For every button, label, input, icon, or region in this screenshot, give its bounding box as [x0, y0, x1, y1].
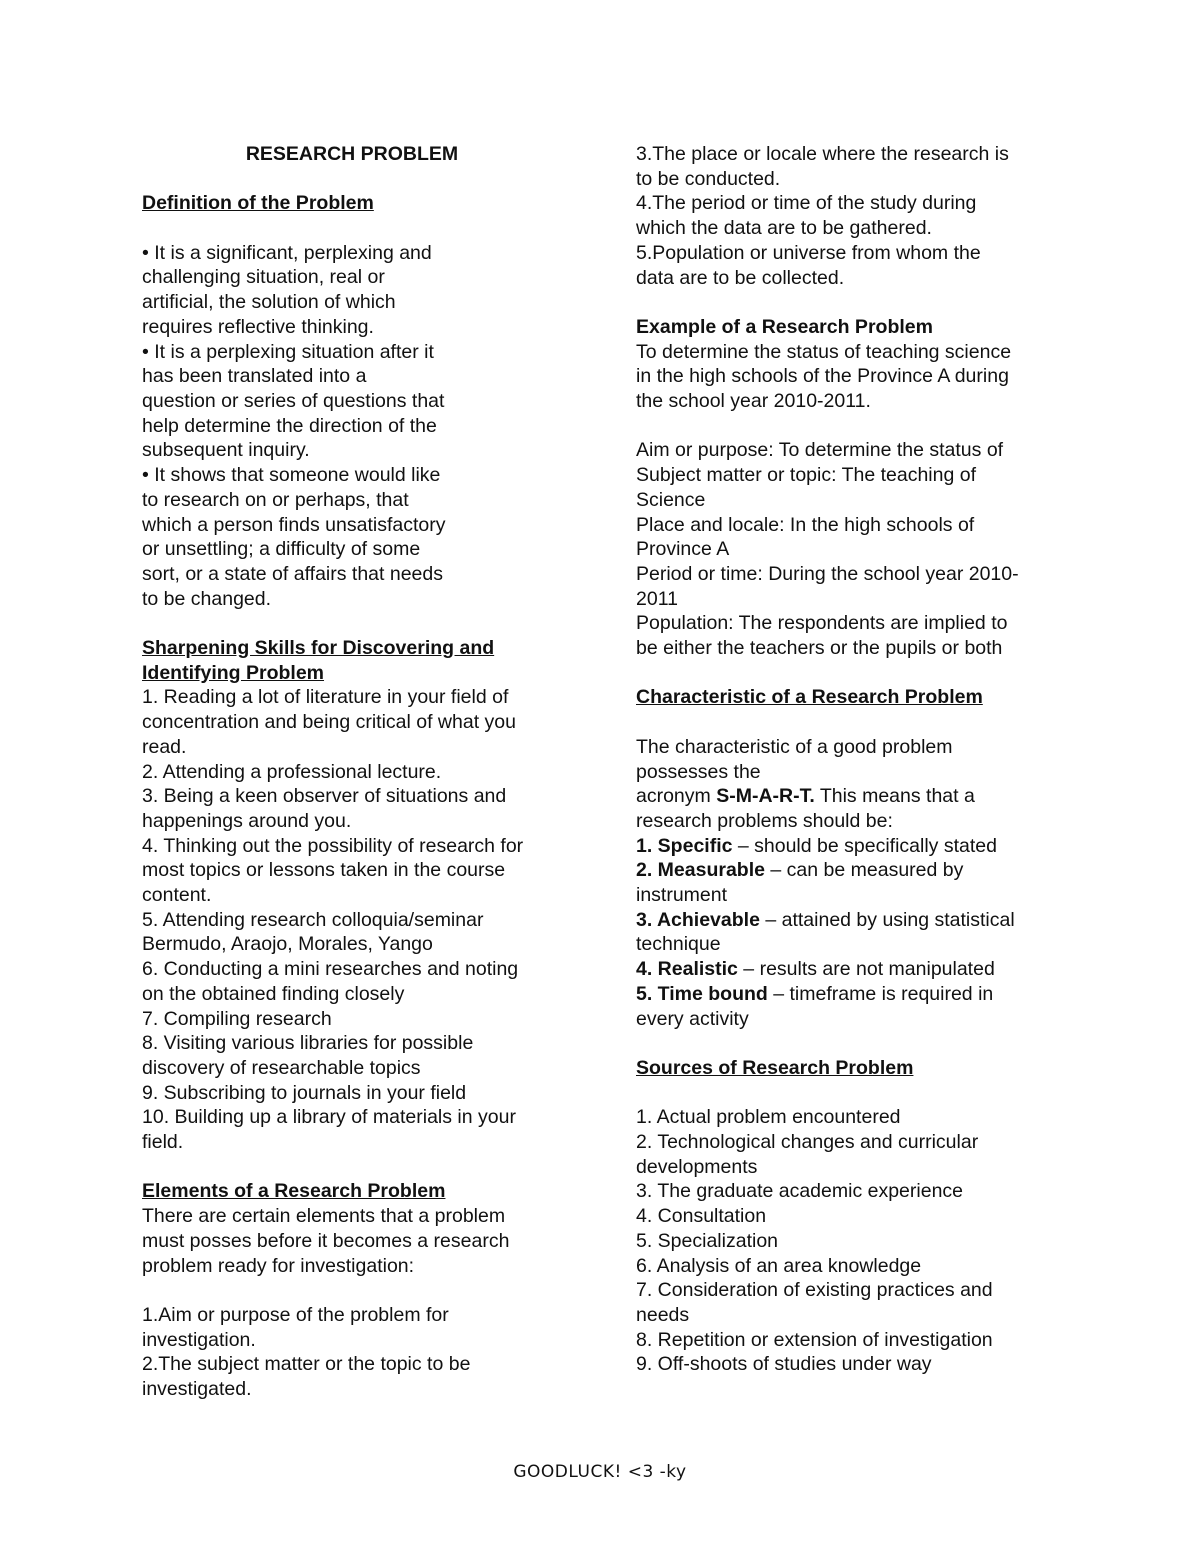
list-item: 3. Being a keen observer of situations and [142, 785, 507, 808]
list-item: which the data are to be gathered. [636, 217, 932, 240]
list-item: 7. Consideration of existing practices and [636, 1279, 993, 1302]
acronym-suffix: This means that a [814, 785, 975, 808]
spacer [142, 216, 582, 241]
right-column [636, 142, 1076, 1377]
item-key: 5. Time bound [636, 982, 768, 1005]
list-item [636, 982, 1076, 1007]
text-line: 2011 [636, 587, 678, 610]
characteristic-heading: Characteristic of a Research Problem [636, 686, 983, 709]
elements-heading: Elements of a Research Problem [142, 1180, 446, 1203]
text-line: Subject matter or topic: The teaching of [636, 464, 976, 487]
text-line: • It is a significant, perplexing and [142, 241, 432, 264]
item-text: – attained by using statistical [759, 908, 1015, 931]
item-text: technique [636, 933, 721, 956]
text-line: to be changed. [142, 587, 272, 610]
list-item: 8. Visiting various libraries for possible [142, 1032, 474, 1055]
sharpening-list [142, 685, 582, 1154]
item-key: 3. Achievable [636, 908, 760, 931]
list-item [636, 858, 1076, 883]
text-line: Period or time: During the school year 2010- [636, 562, 1019, 585]
list-item: 6. Analysis of an area knowledge [636, 1254, 922, 1277]
spacer [636, 710, 1076, 735]
spacer [636, 1081, 1076, 1106]
list-item: discovery of researchable topics [142, 1056, 421, 1079]
elements-list [142, 1303, 582, 1402]
list-item: read. [142, 735, 187, 758]
definition-heading: Definition of the Problem [142, 192, 374, 215]
list-item: field. [142, 1131, 184, 1154]
list-item [636, 932, 1076, 957]
text-line: the school year 2010-2011. [636, 390, 871, 413]
text-line: requires reflective thinking. [142, 315, 374, 338]
list-item: 4. Consultation [636, 1205, 767, 1228]
elements-list-continued [636, 142, 1076, 290]
text-line: sort, or a state of affairs that needs [142, 562, 443, 585]
list-item: 9. Off-shoots of studies under way [636, 1353, 932, 1376]
spacer [636, 290, 1076, 315]
list-item: 9. Subscribing to journals in your field [142, 1081, 467, 1104]
list-item: 5. Attending research colloquia/seminar [142, 908, 484, 931]
spacer [636, 414, 1076, 439]
sharpening-heading-line1: Sharpening Skills for Discovering and [142, 637, 495, 660]
text-line: To determine the status of teaching science [636, 340, 1012, 363]
text-line: Aim or purpose: To determine the status of [636, 439, 1004, 462]
list-item: 1. Reading a lot of literature in your field of [142, 686, 509, 709]
item-text: – results are not manipulated [737, 958, 995, 981]
text-line: which a person finds unsatisfactory [142, 513, 446, 536]
list-item: content. [142, 884, 212, 907]
elements-intro [142, 1204, 582, 1278]
text-line: • It is a perplexing situation after it [142, 340, 434, 363]
list-item: investigated. [142, 1378, 252, 1401]
item-text: – timeframe is required in [767, 982, 994, 1005]
list-item: data are to be collected. [636, 266, 845, 289]
text-line [636, 784, 1076, 809]
smart-list [636, 834, 1076, 1032]
list-item: 5. Specialization [636, 1229, 779, 1252]
text-line: artificial, the solution of which [142, 291, 396, 314]
list-item: most topics or lessons taken in the course [142, 859, 506, 882]
text-line: must posses before it becomes a research [142, 1229, 510, 1252]
list-item [636, 957, 1076, 982]
list-item: concentration and being critical of what you [142, 711, 516, 734]
example-heading: Example of a Research Problem [636, 315, 933, 338]
list-item: 2.The subject matter or the topic to be [142, 1353, 471, 1376]
text-line: to research on or perhaps, that [142, 488, 409, 511]
spacer [142, 167, 582, 192]
list-item: 3.The place or locale where the research is [636, 143, 1009, 165]
item-text: – can be measured by [764, 859, 964, 882]
smart-acronym: S-M-A-R-T. [716, 785, 815, 808]
list-item: 4.The period or time of the study during [636, 192, 977, 215]
list-item: 10. Building up a library of materials in your [142, 1106, 516, 1129]
sharpening-heading-line2: Identifying Problem [142, 661, 325, 684]
left-column [142, 142, 582, 1402]
text-line: There are certain elements that a problem [142, 1205, 506, 1228]
list-item: developments [636, 1155, 758, 1178]
item-key: 2. Measurable [636, 859, 765, 882]
list-item [636, 1007, 1076, 1032]
definition-body [142, 241, 582, 612]
list-item: investigation. [142, 1328, 256, 1351]
text-line: Population: The respondents are implied to [636, 612, 1008, 635]
text-line: help determine the direction of the [142, 414, 437, 437]
list-item: 6. Conducting a mini researches and noting [142, 958, 519, 981]
list-item [636, 883, 1076, 908]
sources-heading: Sources of Research Problem [636, 1056, 914, 1079]
list-item: Bermudo, Araojo, Morales, Yango [142, 933, 433, 956]
text-line: be either the teachers or the pupils or both [636, 637, 1003, 660]
list-item: 4. Thinking out the possibility of research for [142, 834, 524, 857]
item-text: every activity [636, 1007, 749, 1030]
sources-list [636, 1105, 1076, 1377]
item-key: 1. Specific [636, 834, 733, 857]
text-line: Province A [636, 538, 730, 561]
list-item: 7. Compiling research [142, 1007, 332, 1030]
item-text: instrument [636, 884, 728, 907]
text-line: or unsettling; a difficulty of some [142, 538, 421, 561]
text-line: problem ready for investigation: [142, 1254, 415, 1277]
characteristic-intro [636, 735, 1076, 834]
list-item: to be conducted. [636, 167, 781, 190]
spacer [636, 661, 1076, 686]
text-line: The characteristic of a good problem [636, 735, 953, 758]
list-item: 2. Attending a professional lecture. [142, 760, 442, 783]
example-body [636, 340, 1076, 414]
spacer [142, 611, 582, 636]
text-line: possesses the [636, 760, 761, 783]
spacer [636, 1031, 1076, 1056]
text-line: • It shows that someone would like [142, 464, 441, 487]
list-item: on the obtained finding closely [142, 982, 405, 1005]
text-line: Place and locale: In the high schools of [636, 513, 975, 536]
text-line: research problems should be: [636, 809, 893, 832]
list-item: happenings around you. [142, 809, 352, 832]
list-item: needs [636, 1303, 690, 1326]
item-key: 4. Realistic [636, 958, 738, 981]
list-item: 2. Technological changes and curricular [636, 1131, 979, 1154]
text-line: challenging situation, real or [142, 266, 385, 289]
list-item [636, 908, 1076, 933]
list-item: 3. The graduate academic experience [636, 1180, 964, 1203]
list-item: 1. Actual problem encountered [636, 1106, 901, 1129]
spacer [142, 1278, 582, 1303]
example-breakdown [636, 438, 1076, 660]
acronym-prefix: acronym [636, 785, 717, 808]
text-line: has been translated into a [142, 365, 367, 388]
page-footer: GOODLUCK! <3 -ky [513, 1462, 687, 1482]
list-item: 5.Population or universe from whom the [636, 241, 981, 264]
spacer [142, 1155, 582, 1180]
text-line: question or series of questions that [142, 390, 445, 412]
document-title: RESEARCH PROBLEM [245, 143, 459, 165]
item-text: – should be specifically stated [732, 834, 997, 857]
list-item: 1.Aim or purpose of the problem for [142, 1303, 449, 1326]
text-line: subsequent inquiry. [142, 439, 310, 462]
list-item: 8. Repetition or extension of investigation [636, 1328, 993, 1351]
text-line: in the high schools of the Province A during [636, 365, 1009, 388]
text-line: Science [636, 488, 706, 511]
list-item [636, 834, 1076, 859]
